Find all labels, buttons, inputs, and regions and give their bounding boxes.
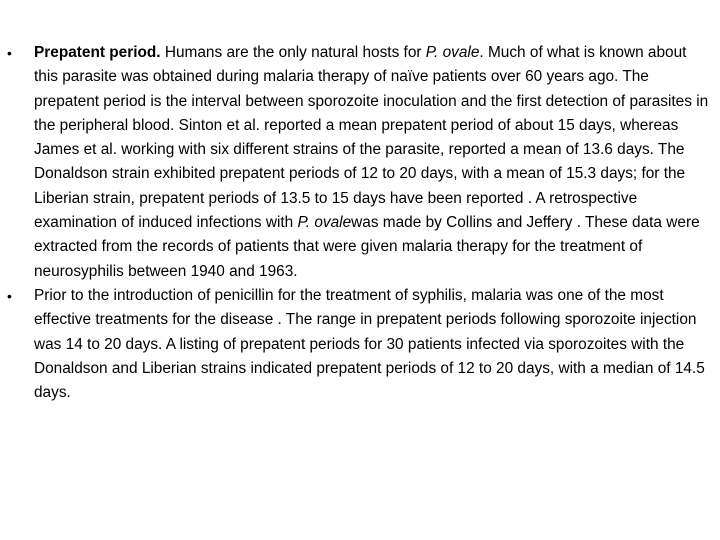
bullet-prepatent-period	[7, 41, 712, 284]
bullet-penicillin	[7, 284, 712, 405]
species-name: P. ovale	[425, 44, 480, 61]
bullet-text: Humans are the only natural hosts for	[160, 44, 426, 61]
bullet-heading: Prepatent period.	[34, 44, 161, 61]
bullet-marker: •	[7, 45, 12, 61]
bullet-list	[7, 41, 712, 405]
bullet-marker: •	[7, 287, 12, 304]
bullet-text: was made by Collins and Jeffery . These data were extracted from the records of patients that were given malaria therapy for the treatment of neurosyphilis between 1940 and 1963.	[34, 214, 700, 280]
bullet-text: . Much of what is known about this parasite was obtained during malaria therapy of naïve patients over 60 years ago. The prepatent period is the interval between sporozoite inoculation and the first detection of parasites in the peripheral blood. Sinton et al. reported a mean prepatent period of about 15 days, whereas James et al. working with six different strains of the parasite, reported a mean of 13.6 days. The Donaldson strain exhibited prepatent periods of 12 to 20 days, with a mean of 15.3 days; for the Liberian strain, prepatent periods of 13.5 to 15 days have been reported . A retrospective examination of induced infections with	[34, 44, 709, 232]
bullet-text: Prior to the introduction of penicillin for the treatment of syphilis, malaria was one of the most effective treatments for the disease . The range in prepatent periods following sporozoite injection was 14 to 20 days. A listing of prepatent periods for 30 patients infected via sporozoites with the Donaldson and Liberian strains indicated prepatent periods of 12 to 20 days, with a median of 14.5 days.	[34, 286, 705, 402]
species-name: P. ovale	[297, 214, 352, 232]
